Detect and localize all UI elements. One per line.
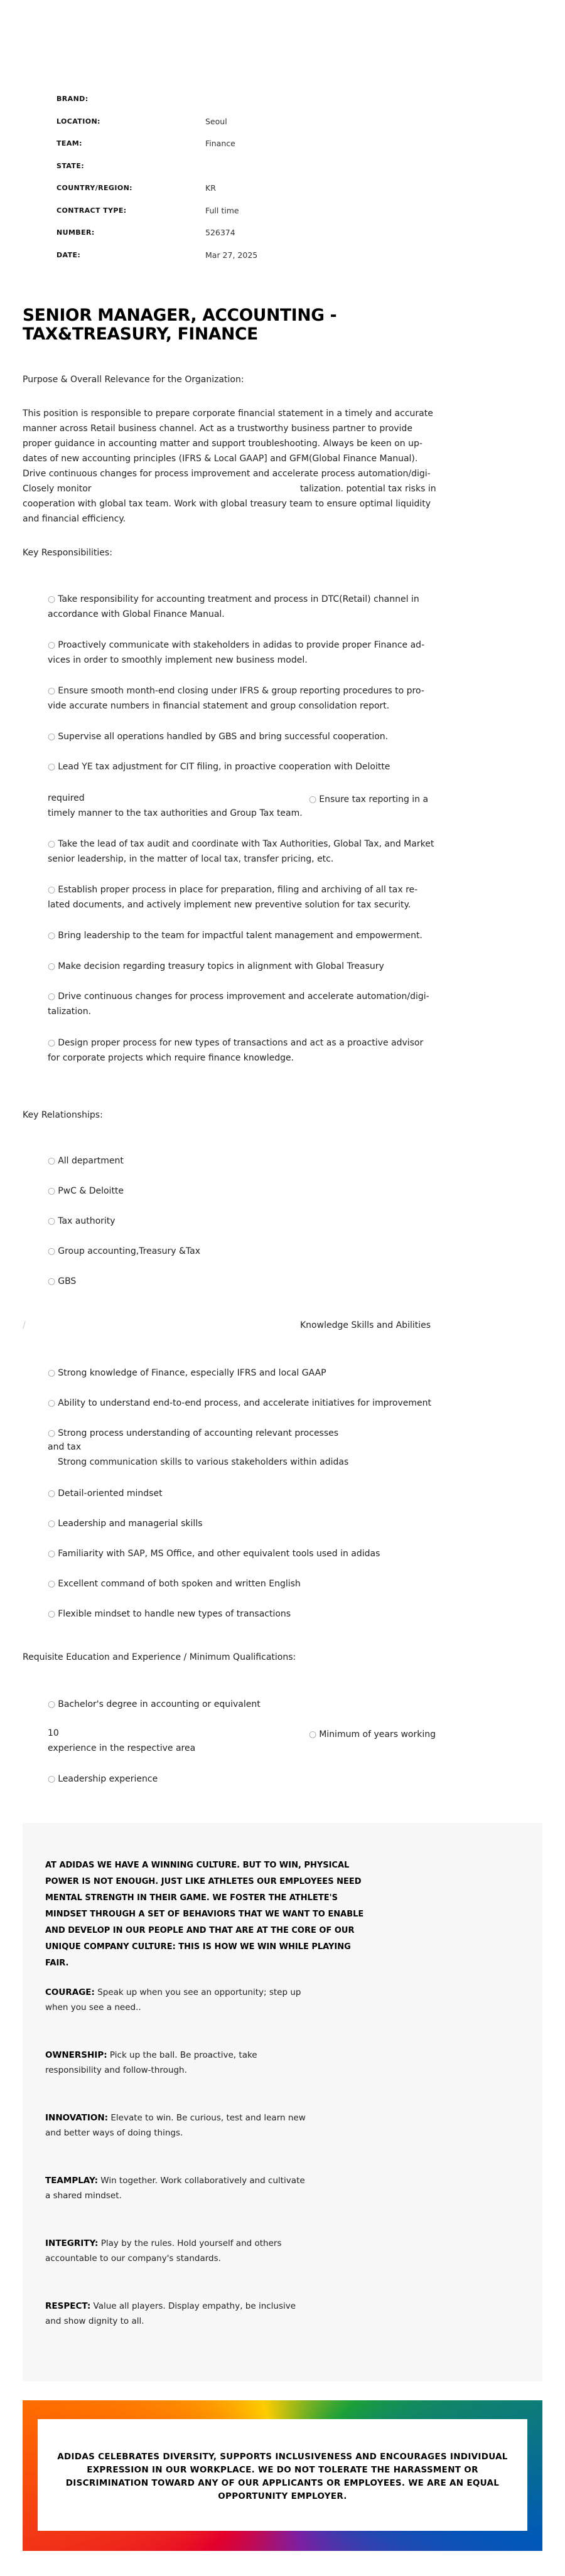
bullet-icon: ○ xyxy=(48,839,56,849)
bullet-icon: ○ xyxy=(48,594,56,604)
bullet-icon: ○ xyxy=(48,991,56,1002)
bullet-icon: ○ xyxy=(48,1368,56,1378)
list-item-continuation: lated documents, and actively implement new preventive solution for tax security. xyxy=(48,900,411,910)
purpose-line: This position is responsible to prepare corporate financial statement in a timely and accurate xyxy=(23,409,433,419)
bullet-icon: ○ xyxy=(48,640,56,650)
bullet-icon: ○ xyxy=(309,794,317,804)
value-teamplay: TEAMPLAY: Win together. Work collaboratively and cultivate a shared mindset. xyxy=(45,2176,305,2201)
list-item: ○ Excellent command of both spoken and written English xyxy=(48,1579,301,1589)
purpose-split-right: talization. potential tax risks in xyxy=(300,484,436,494)
list-item-continuation: vices in order to smoothly implement new business model. xyxy=(48,655,308,665)
list-item: ○ Drive continuous changes for process improvement and accelerate automation/digi- xyxy=(48,991,429,1002)
education-heading: Requisite Education and Experience / Minimum Qualifications: xyxy=(23,1652,296,1662)
bullet-icon: ○ xyxy=(48,1428,56,1438)
purpose-line: Drive continuous changes for process improvement and accelerate process automation/digi- xyxy=(23,469,431,479)
meta-row-brand xyxy=(56,88,320,110)
job-meta-table xyxy=(56,88,320,266)
relationships-heading: Key Relationships: xyxy=(23,1110,103,1120)
knowledge-heading: Knowledge Skills and Abilities xyxy=(300,1320,431,1330)
bullet-icon: ○ xyxy=(48,1398,56,1408)
value-courage: COURAGE: Speak up when you see an opportunity; step up when you see a need.. xyxy=(45,1987,301,2012)
bullet-icon: ○ xyxy=(48,1519,56,1529)
list-item-split-left: 10 xyxy=(48,1728,59,1738)
list-item-continuation: experience in the respective area xyxy=(48,1743,196,1753)
purpose-line: cooperation with global tax team. Work with global treasury team to ensure optimal liquidity xyxy=(23,499,431,509)
list-item: ○ Ensure smooth month-end closing under IFRS & group reporting procedures to pro- xyxy=(48,686,424,696)
responsibilities-heading: Key Responsibilities: xyxy=(23,548,112,558)
meta-row-contract xyxy=(56,200,320,222)
list-item: ○ Familiarity with SAP, MS Office, and other equivalent tools used in adidas xyxy=(48,1549,380,1559)
list-item: ○ Bring leadership to the team for impactful talent management and empowerment. xyxy=(48,931,422,941)
value-respect: RESPECT: Value all players. Display empathy, be inclusive and show dignity to all. xyxy=(45,2301,296,2326)
list-item: ○ Take responsibility for accounting treatment and process in DTC(Retail) channel in xyxy=(48,594,419,604)
list-item-split-left: required xyxy=(48,793,85,803)
bullet-icon: ○ xyxy=(48,1156,56,1166)
meta-key: TEAM: xyxy=(56,139,82,148)
list-item: ○ Leadership experience xyxy=(48,1774,158,1784)
bullet-icon: ○ xyxy=(309,1729,317,1740)
purpose-line: proper guidance in accounting matter and support troubleshooting. Always be keen on up- xyxy=(23,439,422,449)
purpose-heading: Purpose & Overall Relevance for the Organization: xyxy=(23,375,244,385)
meta-row-date xyxy=(56,244,320,267)
list-item: ○ Strong process understanding of accounting relevant processes xyxy=(48,1428,339,1438)
bullet-icon: ○ xyxy=(48,1549,56,1559)
bullet-icon: ○ xyxy=(48,1038,56,1048)
purpose-line: and financial efficiency. xyxy=(23,514,126,524)
bullet-icon: ○ xyxy=(48,686,56,696)
diversity-statement: ADIDAS CELEBRATES DIVERSITY, SUPPORTS INCLUSIVENESS AND ENCOURAGES INDIVIDUAL EXPRESSION IN OUR WORKPLACE. WE DO NOT TOLERATE THE HARASSMENT OR DISCRIMINATION TOWARD ANY OF OUR APPLICANTS OR EMPLOYEES. WE ARE AN EQUAL OPPORTUNITY EMPLOYER. xyxy=(57,2452,508,2501)
meta-value: Full time xyxy=(205,205,239,215)
bullet-icon: ○ xyxy=(48,1186,56,1196)
list-item-continuation: talization. xyxy=(48,1007,92,1017)
list-item: ○ Bachelor's degree in accounting or equivalent xyxy=(48,1699,261,1709)
list-item: ○ Group accounting,Treasury &Tax xyxy=(48,1246,200,1256)
list-item: ○ Strong knowledge of Finance, especially IFRS and local GAAP xyxy=(48,1368,326,1378)
meta-value: Mar 27, 2025 xyxy=(205,250,258,260)
bullet-icon: ○ xyxy=(48,931,56,941)
purpose-line: dates of new accounting principles (IFRS & Local GAAP] and GFM(Global Finance Manual). xyxy=(23,454,418,464)
list-item: ○ Establish proper process in place for preparation, filing and archiving of all tax re- xyxy=(48,885,418,895)
list-item: ○ Flexible mindset to handle new types of transactions xyxy=(48,1609,291,1619)
list-item: ○ Proactively communicate with stakeholders in adidas to provide proper Finance ad- xyxy=(48,640,425,650)
list-item-continuation: timely manner to the tax authorities and Group Tax team. xyxy=(48,808,303,818)
list-item: ○ All department xyxy=(48,1156,124,1166)
meta-row-state xyxy=(56,155,320,178)
bullet-icon: ○ xyxy=(48,1774,56,1784)
list-item: ○ Ensure tax reporting in a xyxy=(309,794,429,804)
list-item-continuation: for corporate projects which require finance knowledge. xyxy=(48,1053,294,1063)
job-title: SENIOR MANAGER, ACCOUNTING - TAX&TREASURY, FINANCE xyxy=(23,306,337,344)
bullet-icon: ○ xyxy=(48,1276,56,1286)
bullet-icon: ○ xyxy=(48,961,56,971)
meta-key: NUMBER: xyxy=(56,228,95,237)
bullet-icon: ○ xyxy=(48,762,56,772)
list-item: ○ Tax authority xyxy=(48,1216,116,1226)
bullet-icon: ○ xyxy=(48,732,56,742)
bullet-icon: ○ xyxy=(48,1699,56,1709)
list-item: ○ Lead YE tax adjustment for CIT filing, in proactive cooperation with Deloitte xyxy=(48,762,390,772)
meta-key: LOCATION: xyxy=(56,117,100,126)
value-ownership: OWNERSHIP: Pick up the ball. Be proactive, take responsibility and follow-through. xyxy=(45,2050,257,2075)
meta-value: KR xyxy=(205,183,216,193)
list-item: ○ Supervise all operations handled by GBS and bring successful cooperation. xyxy=(48,732,389,742)
purpose-split-left: Closely monitor xyxy=(23,484,92,494)
bullet-icon: ○ xyxy=(48,1216,56,1226)
meta-value: Finance xyxy=(205,139,235,149)
list-item: ○ Minimum of years working xyxy=(309,1729,436,1740)
meta-key: BRAND: xyxy=(56,95,89,104)
meta-key: CONTRACT TYPE: xyxy=(56,206,127,215)
list-item: ○ Ability to understand end-to-end process, and accelerate initiatives for improvement xyxy=(48,1398,432,1408)
meta-key: COUNTRY/REGION: xyxy=(56,184,132,193)
meta-value: 526374 xyxy=(205,228,235,238)
list-item: ○ Make decision regarding treasury topics in alignment with Global Treasury xyxy=(48,961,384,971)
value-integrity: INTEGRITY: Play by the rules. Hold yourself and others accountable to our company's standards. xyxy=(45,2238,282,2263)
meta-key: STATE: xyxy=(56,161,85,170)
value-innovation: INNOVATION: Elevate to win. Be curious, test and learn new and better ways of doing things. xyxy=(45,2113,306,2138)
list-item-continuation: accordance with Global Finance Manual. xyxy=(48,609,225,619)
meta-key: DATE: xyxy=(56,250,81,259)
list-item: ○ PwC & Deloitte xyxy=(48,1186,124,1196)
culture-intro: AT ADIDAS WE HAVE A WINNING CULTURE. BUT TO WIN, PHYSICAL POWER IS NOT ENOUGH. JUST LIKE ATHLETES OUR EMPLOYEES NEED MENTAL STRENGTH IN THEIR GAME. WE FOSTER THE ATHLETE'S MINDSET THROUGH A SET OF BEHAVIORS THAT WE WANT TO ENABLE AND DEVELOP IN OUR PEOPLE AND THAT ARE AT THE CORE OF OUR UNIQUE COMPANY CULTURE: THIS IS HOW WE WIN WHILE PLAYING FAIR. xyxy=(45,1861,364,1968)
purpose-line: manner across Retail business channel. Act as a trustworthy business partner to provide xyxy=(23,424,412,434)
list-item-continuation: vide accurate numbers in financial statement and group consolidation report. xyxy=(48,701,390,711)
bullet-icon: ○ xyxy=(48,1579,56,1589)
list-item: Strong communication skills to various stakeholders within adidas xyxy=(58,1457,349,1467)
list-item-continuation: and tax xyxy=(48,1442,82,1452)
list-item-continuation: senior leadership, in the matter of local tax, transfer pricing, etc. xyxy=(48,854,334,864)
list-item: ○ GBS xyxy=(48,1276,77,1286)
meta-row-country xyxy=(56,177,320,200)
meta-value: Seoul xyxy=(205,116,227,126)
list-item: ○ Leadership and managerial skills xyxy=(48,1519,203,1529)
bullet-icon: ○ xyxy=(48,1246,56,1256)
bullet-icon: ○ xyxy=(48,1609,56,1619)
meta-row-number xyxy=(56,222,320,244)
list-item: ○ Take the lead of tax audit and coordinate with Tax Authorities, Global Tax, and Market xyxy=(48,839,434,849)
meta-row-location xyxy=(56,110,320,133)
list-item: ○ Detail-oriented mindset xyxy=(48,1488,163,1499)
bullet-icon: ○ xyxy=(48,885,56,895)
knowledge-mark: / xyxy=(23,1320,26,1330)
bullet-icon: ○ xyxy=(48,1488,56,1499)
meta-row-team xyxy=(56,132,320,155)
list-item: ○ Design proper process for new types of transactions and act as a proactive advisor xyxy=(48,1038,424,1048)
